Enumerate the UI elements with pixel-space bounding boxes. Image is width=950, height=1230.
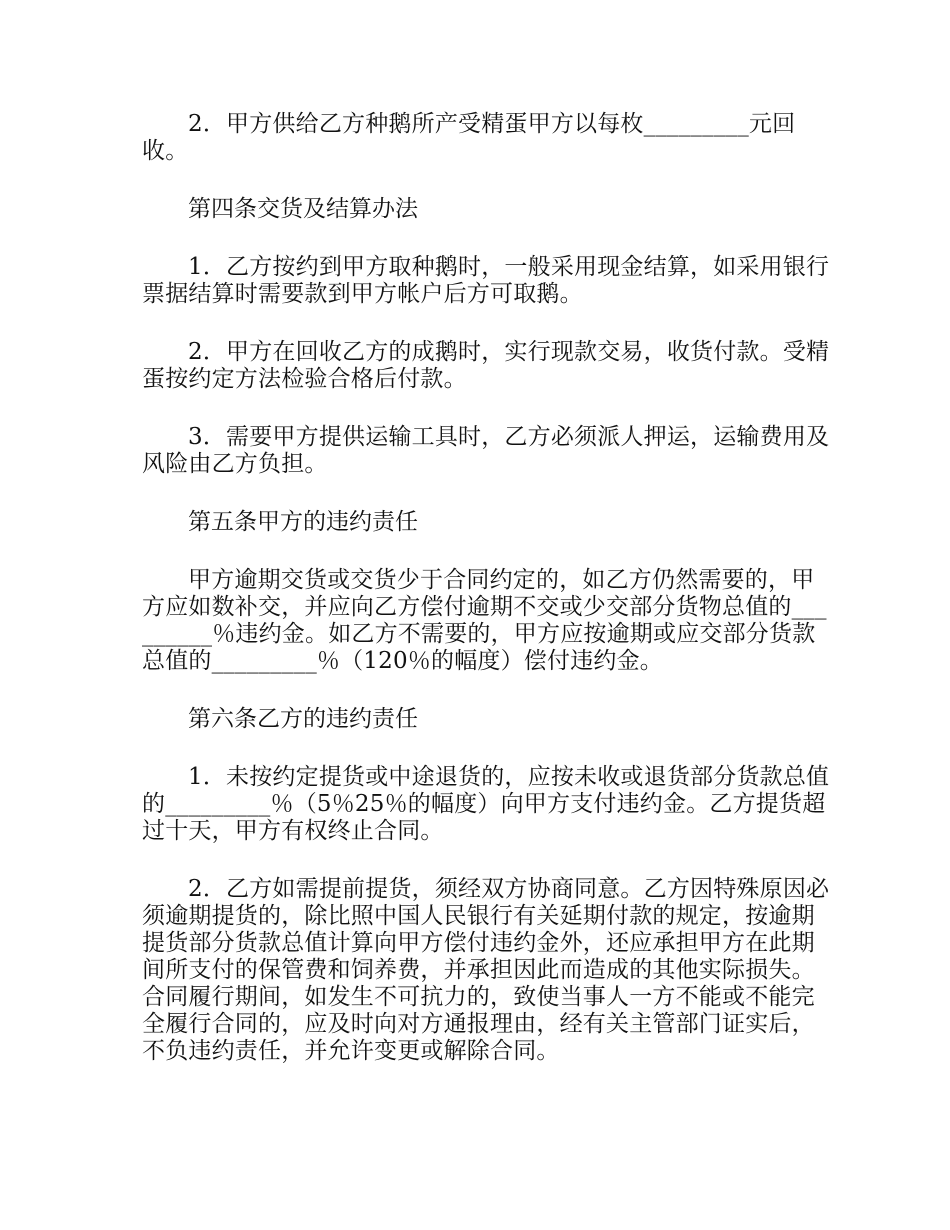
clause-4-item-1: 1．乙方按约到甲方取种鹅时，一般采用现金结算，如采用银行票据结算时需要款到甲方帐户后方可取鹅。 (142, 254, 830, 307)
clause-3-item-2: 2．甲方供给乙方种鹅所产受精蛋甲方以每枚_________元回收。 (142, 111, 796, 164)
clause-6-item-2: 2．乙方如需提前提货，须经双方协商同意。乙方因特殊原因必须逾期提货的，除比照中国人民银行有关延期付款的规定，按逾期提货部分货款总值计算向甲方偿付违约金外，还应承担甲方在此期间所支付的保管费和饲养费，并承担因此而造成的其他实际损失。合同履行期间，如发生不可抗力的，致使当事人一方不能或不能完全履行合同的，应及时向对方通报理由，经有关主管部门证实后，不负违约责任，并允许变更或解除合同。 (142, 876, 830, 1064)
clause-5-body: 甲方逾期交货或交货少于合同约定的，如乙方仍然需要的，甲方应如数补交，并应向乙方偿付逾期不交或少交部分货物总值的_________％违约金。如乙方不需要的，甲方应按逾期或应交部分货款总值的_________％（120％的幅度）偿付违约金。 (142, 567, 827, 674)
clause-4-item-3: 3．需要甲方提供运输工具时，乙方必须派人押运，运输费用及风险由乙方负担。 (142, 424, 830, 477)
clause-6-item-1: 1．未按约定提货或中途退货的，应按未收或退货部分货款总值的_________％（5％25％的幅度）向甲方支付违约金。乙方提货超过十天，甲方有权终止合同。 (142, 764, 830, 844)
article-5-heading: 第五条甲方的违约责任 (188, 509, 418, 535)
document-body (142, 111, 832, 1096)
article-6-heading: 第六条乙方的违约责任 (188, 706, 418, 732)
article-4-heading: 第四条交货及结算办法 (188, 196, 418, 222)
clause-4-item-2: 2．甲方在回收乙方的成鹅时，实行现款交易，收货付款。受精蛋按约定方法检验合格后付款。 (142, 339, 830, 392)
